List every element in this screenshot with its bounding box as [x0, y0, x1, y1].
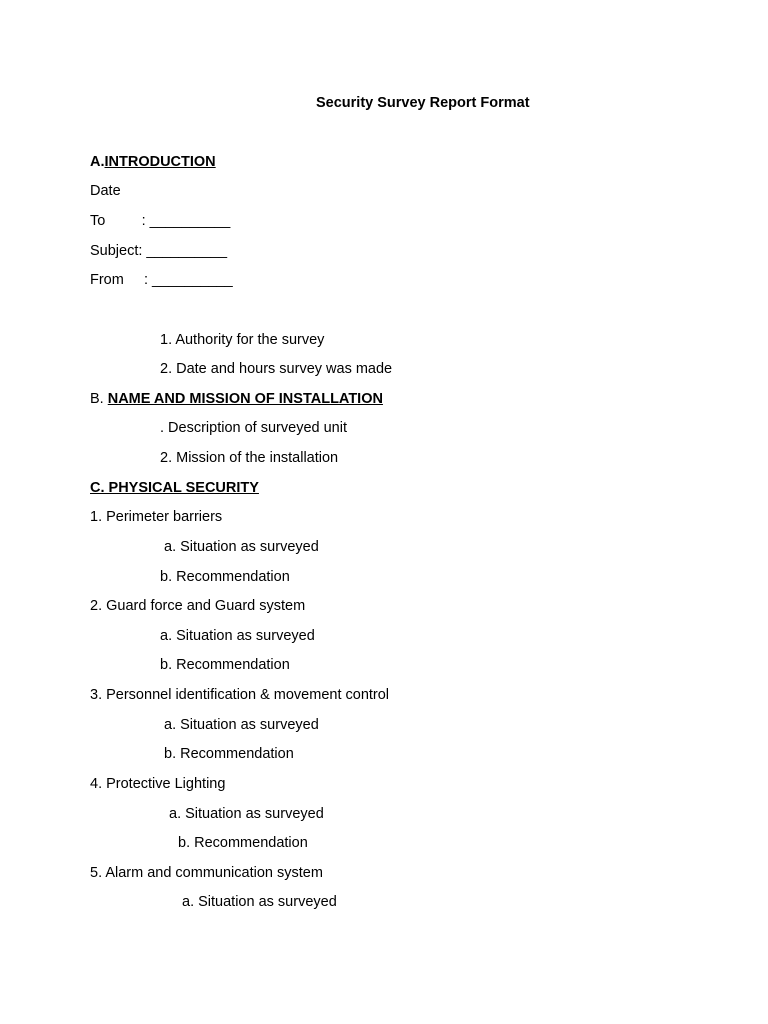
list-item: 3. Personnel identification & movement control — [90, 687, 390, 703]
subject-field: Subject: __________ — [90, 243, 228, 259]
list-item: 2. Date and hours survey was made — [160, 361, 393, 377]
section-b-title: NAME AND MISSION OF INSTALLATION — [107, 391, 383, 407]
to-field: To : __________ — [90, 213, 231, 229]
section-c-prefix: C. — [90, 480, 105, 496]
list-item: 2. Mission of the installation — [160, 450, 339, 466]
list-item: a. Situation as surveyed — [169, 806, 324, 822]
section-c-title: PHYSICAL SECURITY — [104, 480, 259, 496]
section-c-heading — [90, 479, 259, 497]
section-a-heading — [90, 153, 216, 171]
list-item: a. Situation as surveyed — [164, 539, 319, 555]
date-label: Date — [90, 183, 121, 199]
document-title: Security Survey Report Format — [316, 95, 530, 111]
list-item: 4. Protective Lighting — [90, 776, 226, 792]
list-item: b. Recommendation — [178, 835, 308, 851]
list-item: a. Situation as surveyed — [160, 628, 315, 644]
list-item: 1. Authority for the survey — [160, 332, 325, 348]
list-item: b. Recommendation — [160, 569, 290, 585]
list-item: b. Recommendation — [164, 746, 294, 762]
list-item: 2. Guard force and Guard system — [90, 598, 306, 614]
list-item: a. Situation as surveyed — [164, 717, 319, 733]
section-b-prefix: B. — [90, 391, 108, 407]
section-a-prefix: A. — [90, 154, 105, 170]
list-item: . Description of surveyed unit — [160, 420, 347, 436]
section-a-title: INTRODUCTION — [104, 154, 216, 170]
from-field: From : __________ — [90, 272, 233, 288]
list-item: 1. Perimeter barriers — [90, 509, 223, 525]
section-b-heading — [90, 390, 383, 408]
list-item: a. Situation as surveyed — [182, 894, 337, 910]
list-item: 5. Alarm and communication system — [90, 865, 323, 881]
list-item: b. Recommendation — [160, 657, 290, 673]
